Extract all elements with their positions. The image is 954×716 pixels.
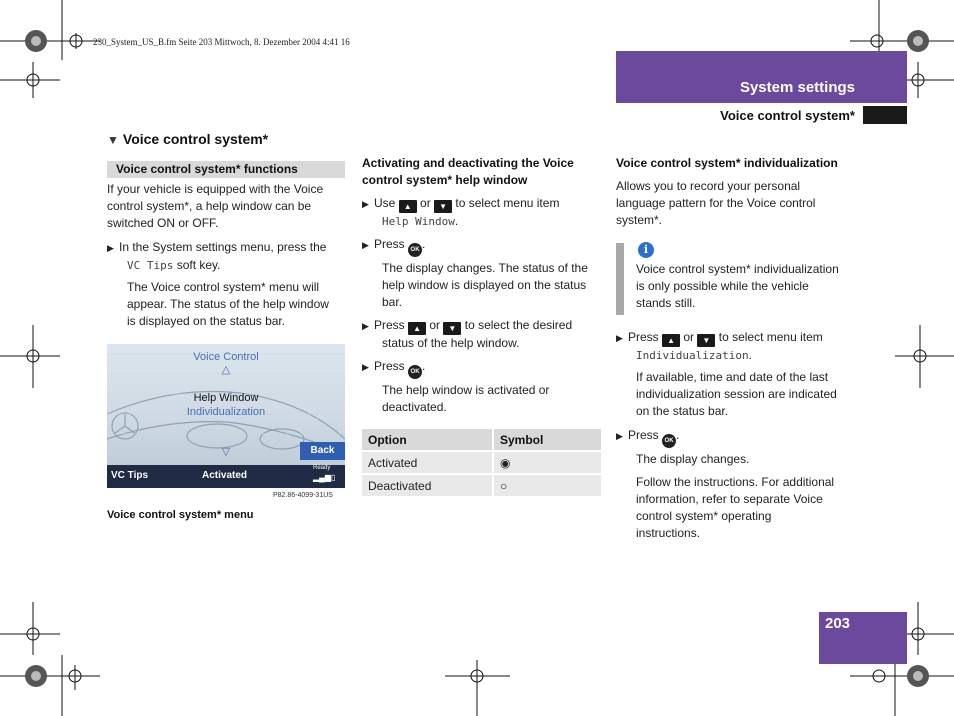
left-step-1-result: The Voice control system* menu will appear. The status of the help window is displayed on the status bar. bbox=[127, 280, 329, 328]
menu-item-name: Individualization bbox=[636, 349, 749, 362]
screen-status-activated: Activated bbox=[202, 470, 248, 481]
right-intro: Allows you to record your personal language pattern for the Voice control system*. bbox=[616, 179, 816, 227]
bullet-icon: ▶ bbox=[362, 240, 369, 250]
left-step-1: ▶ In the System settings menu, press the VC Tips soft key. bbox=[107, 240, 327, 272]
right-step-press: ▶ Press OK . bbox=[616, 427, 866, 448]
down-arrow-key-icon: ▼ bbox=[434, 200, 452, 213]
screen-vc-tips: VC Tips bbox=[111, 470, 149, 481]
info-icon: i bbox=[638, 242, 654, 258]
right-step-select: ▶ Press ▲ or ▼ to select menu item Individualization. bbox=[616, 330, 823, 362]
softkey-name: VC Tips bbox=[127, 259, 174, 272]
screen-item-help-window: Help Window bbox=[193, 392, 259, 404]
middle-step-press-1: ▶ Press OK . bbox=[362, 236, 607, 257]
up-arrow-key-icon: ▲ bbox=[408, 322, 426, 335]
bullet-icon: ▶ bbox=[107, 243, 114, 253]
section-title: System settings bbox=[739, 79, 855, 96]
screen-up-arrow-icon: △ bbox=[221, 364, 231, 376]
figure-caption: Voice control system* menu bbox=[107, 509, 254, 521]
ok-button-icon: OK bbox=[408, 243, 422, 257]
page-number: 203 bbox=[825, 615, 851, 632]
right-result-2: The display changes. bbox=[636, 452, 750, 466]
bullet-icon: ▶ bbox=[616, 333, 623, 343]
screen-down-arrow-icon: ▽ bbox=[221, 446, 231, 458]
deactivated-symbol-icon: ○ bbox=[493, 474, 601, 497]
signal-bars-icon: ▂▄▆▯ bbox=[313, 473, 336, 482]
bullet-icon: ▶ bbox=[362, 199, 369, 209]
bullet-icon: ▶ bbox=[362, 362, 369, 372]
ok-button-icon: OK bbox=[408, 365, 422, 379]
table-header-row bbox=[362, 429, 601, 451]
screen-item-individualization: Individualization bbox=[186, 406, 266, 418]
middle-result-1: The display changes. The status of the help window is displayed on the status bar. bbox=[382, 261, 588, 309]
down-arrow-key-icon: ▼ bbox=[443, 322, 461, 335]
bullet-icon: ▶ bbox=[616, 431, 623, 441]
table-header-option: Option bbox=[362, 429, 493, 451]
table-header-symbol: Symbol bbox=[493, 429, 601, 451]
info-note: Voice control system* individualization is only possible while the vehicle stands still. bbox=[636, 262, 839, 310]
down-arrow-key-icon: ▼ bbox=[697, 334, 715, 347]
screen-back-button: Back bbox=[300, 442, 345, 460]
right-heading: Voice control system* individualization bbox=[616, 156, 838, 170]
up-arrow-key-icon: ▲ bbox=[399, 200, 417, 213]
ok-button-icon: OK bbox=[662, 434, 676, 448]
functions-subheading: Voice control system* functions bbox=[107, 161, 345, 178]
chapter-tab bbox=[863, 106, 907, 124]
screen-status-bar bbox=[107, 465, 345, 488]
activated-symbol-icon: ◉ bbox=[493, 451, 601, 474]
menu-item-name: Help Window bbox=[382, 215, 455, 228]
bullet-icon: ▶ bbox=[362, 321, 369, 331]
middle-step-select: ▶ Press ▲ or ▼ to select the desired status of the help window. bbox=[362, 318, 573, 350]
main-heading: ▼ Voice control system* bbox=[107, 131, 269, 147]
screen-menu-title: Voice Control bbox=[193, 351, 259, 363]
option-symbol-table bbox=[362, 429, 601, 498]
up-arrow-key-icon: ▲ bbox=[662, 334, 680, 347]
middle-result-2: The help window is activated or deactivated. bbox=[382, 383, 550, 414]
right-result-1: If available, time and date of the last individualization session are indicated on the status bar. bbox=[636, 370, 837, 418]
info-box-bar bbox=[616, 243, 624, 315]
image-reference: P82.86-4099-31US bbox=[273, 492, 333, 499]
table-row: Activated ◉ bbox=[362, 451, 601, 474]
print-header: 230_System_US_B.fm Seite 203 Mittwoch, 8. Dezember 2004 4:41 16 bbox=[93, 37, 350, 47]
middle-heading: Activating and deactivating the Voice control system* help window bbox=[362, 156, 574, 187]
middle-step-use: ▶ Use ▲ or ▼ to select menu item Help Window. bbox=[362, 196, 560, 228]
screen-ready-label: Ready bbox=[313, 465, 331, 471]
triangle-down-icon: ▼ bbox=[107, 133, 119, 147]
section-subtitle: Voice control system* bbox=[720, 108, 855, 123]
display-screenshot bbox=[107, 344, 345, 488]
table-row: Deactivated ○ bbox=[362, 474, 601, 497]
left-intro: If your vehicle is equipped with the Voice control system*, a help window can be switched ON or OFF. bbox=[107, 182, 324, 230]
right-result-3: Follow the instructions. For additional information, refer to separate Voice control system* operating instructions. bbox=[636, 475, 835, 540]
middle-step-press-2: ▶ Press OK . bbox=[362, 358, 607, 379]
